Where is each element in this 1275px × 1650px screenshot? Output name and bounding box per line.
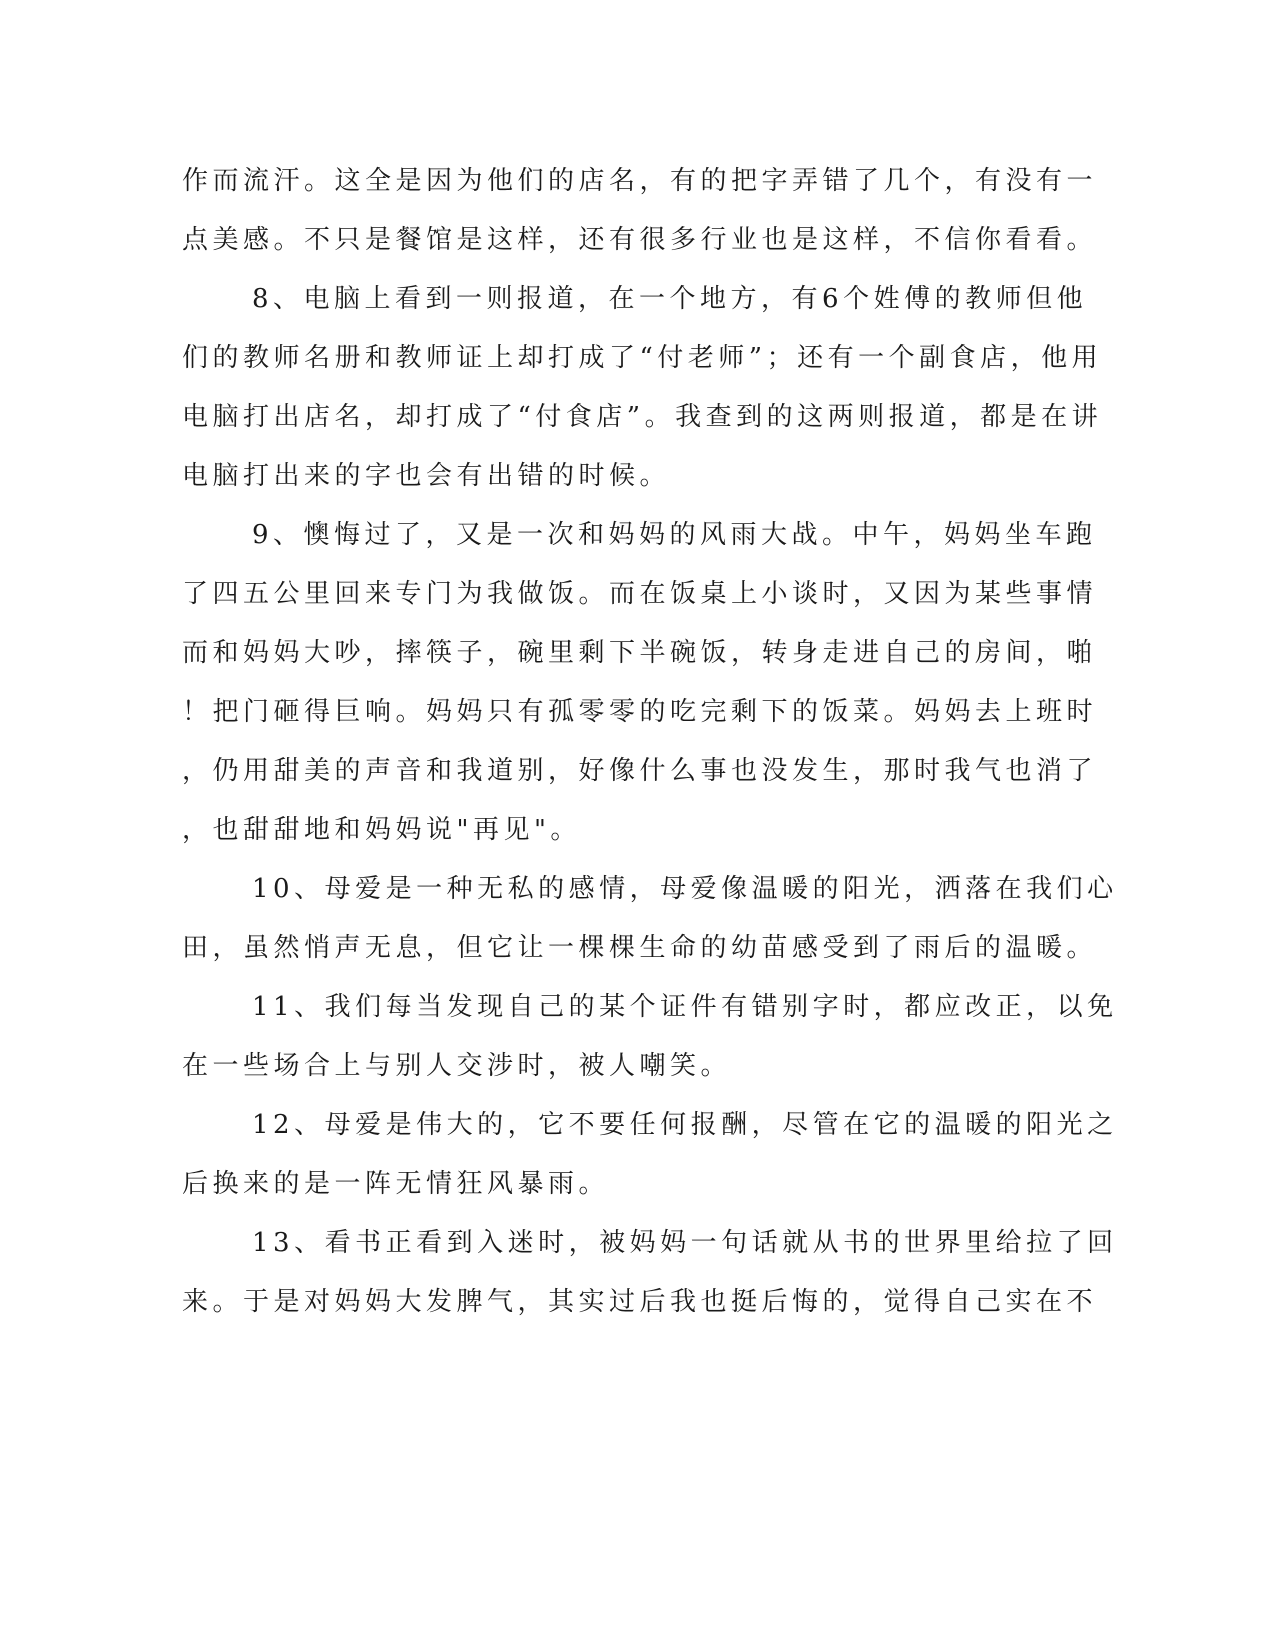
text-line: ，也甜甜地和妈妈说"再见"。 — [182, 815, 581, 845]
text-line: 电脑打出来的字也会有出错的时候。 — [182, 461, 671, 491]
text-line: 来。于是对妈妈大发脾气，其实过后我也挺后悔的，觉得自己实在不 — [182, 1287, 1098, 1317]
paragraph-9-start: 9、懊悔过了，又是一次和妈妈的风雨大战。中午，妈妈坐车跑 — [252, 520, 1097, 550]
paragraph-11-start: 11、我们每当发现自己的某个证件有错别字时，都应改正，以免 — [252, 992, 1118, 1022]
paragraph-8-start: 8、电脑上看到一则报道，在一个地方，有6个姓傅的教师但他 — [252, 284, 1088, 314]
paragraph-12-start: 12、母爱是伟大的，它不要任何报酬，尽管在它的温暖的阳光之 — [252, 1110, 1118, 1140]
text-line: 而和妈妈大吵，摔筷子，碗里剩下半碗饭，转身走进自己的房间，啪 — [182, 638, 1098, 668]
document-body — [182, 152, 1118, 1332]
paragraph-10-start: 10、母爱是一种无私的感情，母爱像温暖的阳光，洒落在我们心 — [252, 874, 1118, 904]
paragraph-13-start: 13、看书正看到入迷时，被妈妈一句话就从书的世界里给拉了回 — [252, 1228, 1118, 1258]
text-line: ，仍用甜美的声音和我道别，好像什么事也没发生，那时我气也消了 — [182, 756, 1098, 786]
text-line: 在一些场合上与别人交涉时，被人嘲笑。 — [182, 1051, 732, 1081]
text-line: ！把门砸得巨响。妈妈只有孤零零的吃完剩下的饭菜。妈妈去上班时 — [182, 697, 1098, 727]
text-line: 了四五公里回来专门为我做饭。而在饭桌上小谈时，又因为某些事情 — [182, 579, 1098, 609]
text-line: 点美感。不只是餐馆是这样，还有很多行业也是这样，不信你看看。 — [182, 225, 1098, 255]
text-line: 后换来的是一阵无情狂风暴雨。 — [182, 1169, 610, 1199]
text-line: 电脑打出店名，却打成了“付食店”。我查到的这两则报道，都是在讲 — [182, 402, 1103, 432]
text-line: 作而流汗。这全是因为他们的店名，有的把字弄错了几个，有没有一 — [182, 166, 1098, 196]
text-line: 们的教师名册和教师证上却打成了“付老师”；还有一个副食店，他用 — [182, 343, 1103, 373]
text-line: 田，虽然悄声无息，但它让一棵棵生命的幼苗感受到了雨后的温暖。 — [182, 933, 1098, 963]
